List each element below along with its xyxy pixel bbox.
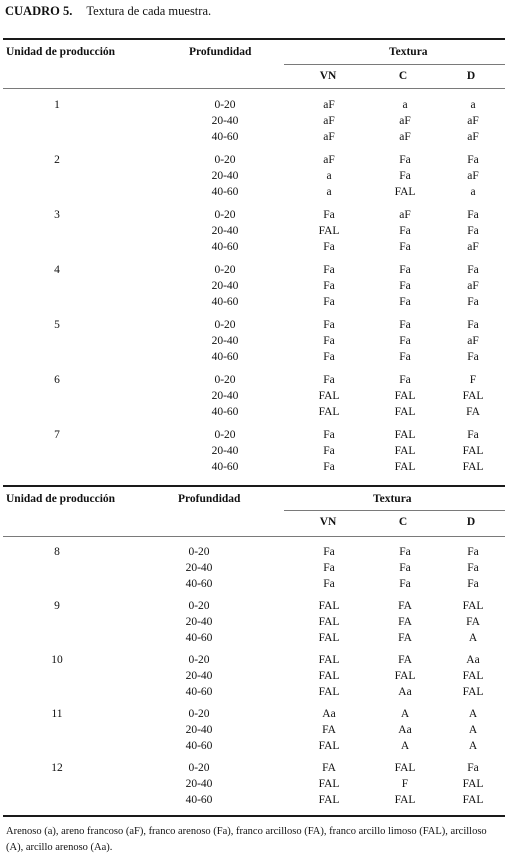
depth-cell: 20-40 — [211, 115, 239, 127]
d-cell: Fa — [467, 546, 479, 558]
header-col-vn: VN — [319, 70, 337, 82]
d-cell: FAL — [462, 461, 484, 473]
d-cell: Fa — [467, 296, 479, 308]
c-cell: FAL — [394, 670, 416, 682]
depth-cell: 20-40 — [211, 445, 239, 457]
vn-cell: FAL — [318, 225, 340, 237]
d-cell: aF — [467, 131, 479, 143]
vn-cell: FA — [322, 762, 336, 774]
c-cell: Fa — [399, 562, 411, 574]
vn-cell: a — [326, 186, 332, 198]
d-cell: F — [469, 374, 477, 386]
depth-cell: 20-40 — [211, 280, 239, 292]
vn-cell: Fa — [323, 241, 335, 253]
unit-number: 10 — [51, 654, 63, 666]
depth-cell: 20-40 — [185, 670, 213, 682]
header-unidad: Unidad de producción — [6, 46, 116, 58]
depth-cell: 20-40 — [211, 335, 239, 347]
c-cell: FAL — [394, 406, 416, 418]
c-cell: FAL — [394, 445, 416, 457]
c-cell: aF — [399, 131, 411, 143]
header-bottom-rule — [3, 88, 505, 89]
c-cell: FAL — [394, 461, 416, 473]
d-cell: aF — [467, 241, 479, 253]
d-cell: Fa — [467, 225, 479, 237]
depth-cell: 40-60 — [185, 794, 213, 806]
c-cell: FAL — [394, 390, 416, 402]
d-cell: a — [470, 186, 476, 198]
c-cell: aF — [399, 115, 411, 127]
d-cell: Fa — [467, 319, 479, 331]
c-cell: Fa — [399, 578, 411, 590]
d-cell: Fa — [467, 762, 479, 774]
d-cell: FAL — [462, 670, 484, 682]
table-caption — [5, 4, 211, 19]
c-cell: Fa — [399, 335, 411, 347]
vn-cell: Aa — [322, 708, 336, 720]
c-cell: F — [401, 778, 409, 790]
header-col-vn-2: VN — [319, 516, 337, 528]
depth-cell: 40-60 — [185, 740, 213, 752]
depth-cell: 20-40 — [185, 562, 213, 574]
vn-cell: Fa — [323, 445, 335, 457]
depth-cell: 0-20 — [214, 429, 236, 441]
unit-number: 9 — [54, 600, 60, 612]
d-cell: A — [468, 740, 478, 752]
header-col-d-2: D — [466, 516, 476, 528]
d-cell: FA — [466, 616, 480, 628]
caption-label: CUADRO 5. — [5, 4, 73, 18]
d-cell: Fa — [467, 578, 479, 590]
d-cell: FAL — [462, 686, 484, 698]
c-cell: A — [400, 708, 410, 720]
c-cell: FA — [398, 616, 412, 628]
header-profundidad: Profundidad — [189, 46, 252, 58]
vn-cell: FAL — [318, 632, 340, 644]
depth-cell: 20-40 — [211, 225, 239, 237]
vn-cell: FAL — [318, 686, 340, 698]
depth-cell: 40-60 — [211, 131, 239, 143]
unit-number: 4 — [54, 264, 60, 276]
depth-cell: 40-60 — [185, 686, 213, 698]
vn-cell: Fa — [323, 374, 335, 386]
c-cell: Aa — [398, 724, 412, 736]
depth-cell: 40-60 — [211, 241, 239, 253]
depth-cell: 40-60 — [211, 296, 239, 308]
vn-cell: FAL — [318, 794, 340, 806]
vn-cell: Fa — [323, 296, 335, 308]
header-bottom-rule-2 — [3, 536, 505, 537]
vn-cell: a — [326, 170, 332, 182]
c-cell: Fa — [399, 225, 411, 237]
d-cell: aF — [467, 115, 479, 127]
vn-cell: Fa — [323, 280, 335, 292]
c-cell: FA — [398, 632, 412, 644]
vn-cell: FAL — [318, 740, 340, 752]
c-cell: a — [402, 99, 408, 111]
c-cell: FAL — [394, 762, 416, 774]
unit-number: 5 — [54, 319, 60, 331]
c-cell: Fa — [399, 264, 411, 276]
d-cell: aF — [467, 280, 479, 292]
unit-number: 11 — [51, 708, 63, 720]
header-col-c: C — [398, 70, 408, 82]
header-textura-2: Textura — [373, 493, 412, 505]
depth-cell: 20-40 — [185, 616, 213, 628]
vn-cell: aF — [323, 131, 335, 143]
vn-cell: FAL — [318, 616, 340, 628]
depth-cell: 0-20 — [188, 546, 210, 558]
d-cell: FAL — [462, 600, 484, 612]
depth-cell: 20-40 — [185, 724, 213, 736]
caption-text: Textura de cada muestra. — [86, 4, 212, 18]
c-cell: Fa — [399, 241, 411, 253]
c-cell: Fa — [399, 351, 411, 363]
vn-cell: Fa — [323, 461, 335, 473]
unit-number: 7 — [54, 429, 60, 441]
vn-cell: Fa — [323, 578, 335, 590]
vn-cell: FAL — [318, 670, 340, 682]
c-cell: Fa — [399, 546, 411, 558]
vn-cell: Fa — [323, 335, 335, 347]
depth-cell: 40-60 — [211, 186, 239, 198]
footnote: Arenoso (a), areno francoso (aF), franco arenoso (Fa), franco arcilloso (FA), franco arcillo limoso (FAL), arcilloso (A), arcillo arenoso (Aa). — [6, 826, 487, 853]
vn-cell: FAL — [318, 778, 340, 790]
c-cell: FA — [398, 654, 412, 666]
d-cell: Fa — [467, 429, 479, 441]
vn-cell: Fa — [323, 319, 335, 331]
c-cell: Fa — [399, 280, 411, 292]
d-cell: a — [470, 99, 476, 111]
depth-cell: 40-60 — [185, 632, 213, 644]
d-cell: FA — [466, 406, 480, 418]
d-cell: FAL — [462, 390, 484, 402]
unit-number: 6 — [54, 374, 60, 386]
depth-cell: 40-60 — [211, 406, 239, 418]
unit-number: 3 — [54, 209, 60, 221]
vn-cell: Fa — [323, 546, 335, 558]
c-cell: Fa — [399, 170, 411, 182]
depth-cell: 0-20 — [214, 264, 236, 276]
c-cell: aF — [399, 209, 411, 221]
unit-number: 2 — [54, 154, 60, 166]
depth-cell: 0-20 — [188, 600, 210, 612]
vn-cell: FAL — [318, 600, 340, 612]
d-cell: A — [468, 724, 478, 736]
unit-number: 1 — [54, 99, 60, 111]
depth-cell: 0-20 — [188, 708, 210, 720]
depth-cell: 40-60 — [185, 578, 213, 590]
d-cell: aF — [467, 170, 479, 182]
c-cell: Aa — [398, 686, 412, 698]
c-cell: FAL — [394, 186, 416, 198]
header-col-d: D — [466, 70, 476, 82]
d-cell: A — [468, 632, 478, 644]
d-cell: Fa — [467, 209, 479, 221]
d-cell: FAL — [462, 778, 484, 790]
vn-cell: FAL — [318, 390, 340, 402]
c-cell: Fa — [399, 374, 411, 386]
d-cell: Fa — [467, 562, 479, 574]
depth-cell: 20-40 — [211, 170, 239, 182]
unit-number: 12 — [51, 762, 63, 774]
c-cell: FAL — [394, 794, 416, 806]
c-cell: Fa — [399, 319, 411, 331]
vn-cell: Fa — [323, 429, 335, 441]
vn-cell: FAL — [318, 406, 340, 418]
vn-cell: FAL — [318, 654, 340, 666]
vn-cell: aF — [323, 154, 335, 166]
depth-cell: 20-40 — [211, 390, 239, 402]
depth-cell: 0-20 — [188, 762, 210, 774]
vn-cell: Fa — [323, 351, 335, 363]
d-cell: Fa — [467, 264, 479, 276]
depth-cell: 40-60 — [211, 351, 239, 363]
d-cell: Fa — [467, 351, 479, 363]
c-cell: FA — [398, 600, 412, 612]
unit-number: 8 — [54, 546, 60, 558]
d-cell: A — [468, 708, 478, 720]
d-cell: aF — [467, 335, 479, 347]
textura-subrule — [284, 64, 505, 65]
header-unidad-2: Unidad de producción — [6, 493, 116, 505]
c-cell: A — [400, 740, 410, 752]
depth-cell: 0-20 — [214, 374, 236, 386]
d-cell: Fa — [467, 154, 479, 166]
header-profundidad-2: Profundidad — [178, 493, 241, 505]
c-cell: FAL — [394, 429, 416, 441]
c-cell: Fa — [399, 154, 411, 166]
depth-cell: 0-20 — [214, 319, 236, 331]
vn-cell: aF — [323, 99, 335, 111]
table-2-bottom-rule — [3, 815, 505, 817]
depth-cell: 0-20 — [214, 209, 236, 221]
d-cell: FAL — [462, 794, 484, 806]
textura-subrule-2 — [284, 510, 505, 511]
d-cell: Aa — [466, 654, 480, 666]
vn-cell: Fa — [323, 562, 335, 574]
depth-cell: 0-20 — [214, 154, 236, 166]
depth-cell: 40-60 — [211, 461, 239, 473]
c-cell: Fa — [399, 296, 411, 308]
depth-cell: 0-20 — [188, 654, 210, 666]
vn-cell: Fa — [323, 264, 335, 276]
depth-cell: 20-40 — [185, 778, 213, 790]
top-rule — [3, 38, 505, 40]
depth-cell: 0-20 — [214, 99, 236, 111]
table-1-bottom-rule — [3, 485, 505, 487]
header-textura: Textura — [389, 46, 428, 58]
d-cell: FAL — [462, 445, 484, 457]
vn-cell: Fa — [323, 209, 335, 221]
vn-cell: aF — [323, 115, 335, 127]
vn-cell: FA — [322, 724, 336, 736]
header-col-c-2: C — [398, 516, 408, 528]
